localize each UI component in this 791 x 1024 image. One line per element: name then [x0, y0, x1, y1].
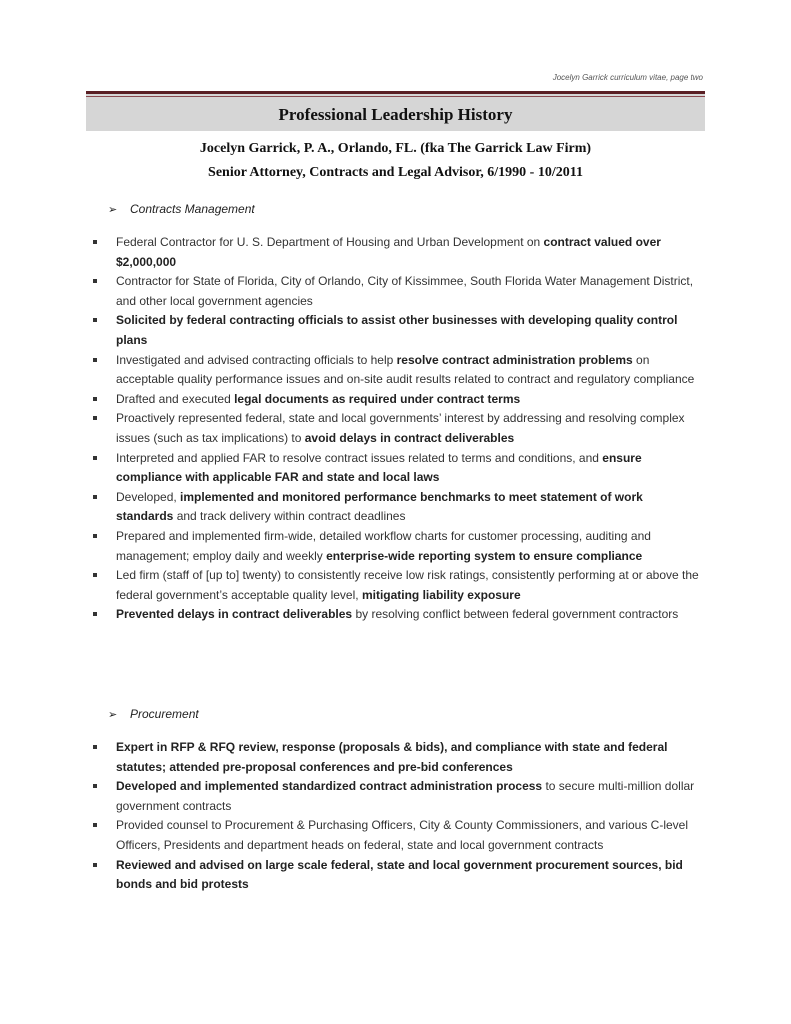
square-bullet-icon: [93, 318, 97, 322]
bullet-text: to secure multi-million dollar government contracts: [116, 779, 695, 813]
list-item: [90, 311, 702, 350]
page-title: Professional Leadership History: [278, 105, 513, 124]
square-bullet-icon: [93, 863, 97, 867]
bullet-text-bold: Reviewed and advised on large scale federal, state and local government procurement sources, bid bonds and bid protests: [116, 857, 683, 892]
square-bullet-icon: [93, 495, 97, 499]
bullet-text-bold: legal documents as required under contract terms: [234, 391, 521, 406]
bullet-text-bold: Solicited by federal contracting officials to assist other businesses with developing quality control plans: [116, 313, 678, 347]
bullet-text-bold: resolve contract administration problems: [396, 352, 633, 367]
title-rule-thin: [86, 96, 705, 97]
list-item: [90, 816, 702, 855]
running-header: Jocelyn Garrick curriculum vitae, page two: [552, 73, 703, 82]
square-bullet-icon: [93, 397, 97, 401]
bullet-text-bold: mitigating liability exposure: [361, 587, 521, 602]
section-heading-contracts-management: [108, 202, 255, 216]
section-heading-label: Contracts Management: [130, 202, 255, 216]
bullet-text-bold: Prevented delays in contract deliverables: [116, 607, 353, 622]
bullet-text-bold: Developed and implemented standardized contract administration process: [116, 779, 543, 794]
bullet-text: Prepared and implemented firm-wide, detailed workflow charts for customer processing, auditing and management; employ daily and weekly: [116, 528, 651, 563]
list-item: [90, 390, 702, 410]
section-heading-label: Procurement: [130, 707, 199, 721]
list-item: [90, 605, 702, 625]
bullet-text: Developed,: [116, 489, 181, 504]
arrow-right-icon: ➢: [108, 708, 118, 721]
bullet-text: on acceptable quality performance issues and on-site audit results related to contract and regulatory compliance: [116, 352, 695, 387]
square-bullet-icon: [93, 416, 97, 420]
bullet-text: Contractor for State of Florida, City of Orlando, City of Kissimmee, South Florida Water Management District, and other local government agencies: [116, 274, 694, 308]
list-item: [90, 351, 702, 390]
square-bullet-icon: [93, 612, 97, 616]
list-item: [90, 738, 702, 777]
bullet-text-bold: implemented and monitored performance benchmarks to meet statement of work standards: [116, 489, 643, 524]
bullet-text: and track delivery within contract deadlines: [173, 509, 406, 524]
bullet-list-contracts-management: [90, 233, 702, 625]
arrow-right-icon: ➢: [108, 203, 118, 216]
square-bullet-icon: [93, 358, 97, 362]
list-item: [90, 856, 702, 895]
employer-line: Jocelyn Garrick, P. A., Orlando, FL. (fka The Garrick Law Firm): [199, 141, 592, 156]
bullet-text: Provided counsel to Procurement & Purchasing Officers, City & County Commissioners, and various C-level Officers, Presidents and department heads on federal, state and local government contracts: [116, 818, 689, 852]
section-heading-procurement: [108, 707, 199, 721]
bullet-text: Interpreted and applied FAR to resolve contract issues related to terms and conditions, and: [116, 450, 603, 465]
square-bullet-icon: [93, 823, 97, 827]
title-rule: [86, 91, 705, 94]
bullet-list-procurement: [90, 738, 702, 895]
square-bullet-icon: [93, 240, 97, 244]
square-bullet-icon: [93, 784, 97, 788]
bullet-text: by resolving conflict between federal government contractors: [352, 607, 679, 622]
bullet-text: Led firm (staff of [up to] twenty) to consistently receive low risk ratings, consistently performing at or above the federal government’s acceptable quality level,: [116, 568, 699, 602]
bullet-text-bold: enterprise-wide reporting system to ensure compliance: [326, 548, 643, 563]
list-item: [90, 233, 702, 272]
list-item: [90, 777, 702, 816]
bullet-text: Proactively represented federal, state and local governments’ interest by addressing and resolving complex issues (such as tax implications) to: [116, 411, 685, 445]
title-band: [86, 91, 705, 131]
list-item: [90, 409, 702, 448]
list-item: [90, 566, 702, 605]
bullet-text: Federal Contractor for U. S. Department of Housing and Urban Development on: [116, 235, 544, 249]
list-item: [90, 449, 702, 488]
bullet-text: Drafted and executed: [116, 391, 235, 406]
square-bullet-icon: [93, 279, 97, 283]
bullet-text-bold: contract valued over $2,000,000: [116, 235, 661, 269]
bullet-text-bold: Expert in RFP & RFQ review, response (proposals & bids), and compliance with state and federal statutes; attended pre-proposal conferences and pre-bid conferences: [116, 740, 668, 774]
square-bullet-icon: [93, 573, 97, 577]
bullet-text: Investigated and advised contracting officials to help: [116, 352, 397, 367]
square-bullet-icon: [93, 456, 97, 460]
bullet-text-bold: ensure compliance with applicable FAR and state and local laws: [116, 450, 642, 485]
square-bullet-icon: [93, 745, 97, 749]
list-item: [90, 527, 702, 566]
position-line: Senior Attorney, Contracts and Legal Advisor, 6/1990 - 10/2011: [208, 165, 583, 180]
bullet-text-bold: avoid delays in contract deliverables: [304, 430, 515, 445]
list-item: [90, 272, 702, 311]
square-bullet-icon: [93, 534, 97, 538]
list-item: [90, 488, 702, 527]
